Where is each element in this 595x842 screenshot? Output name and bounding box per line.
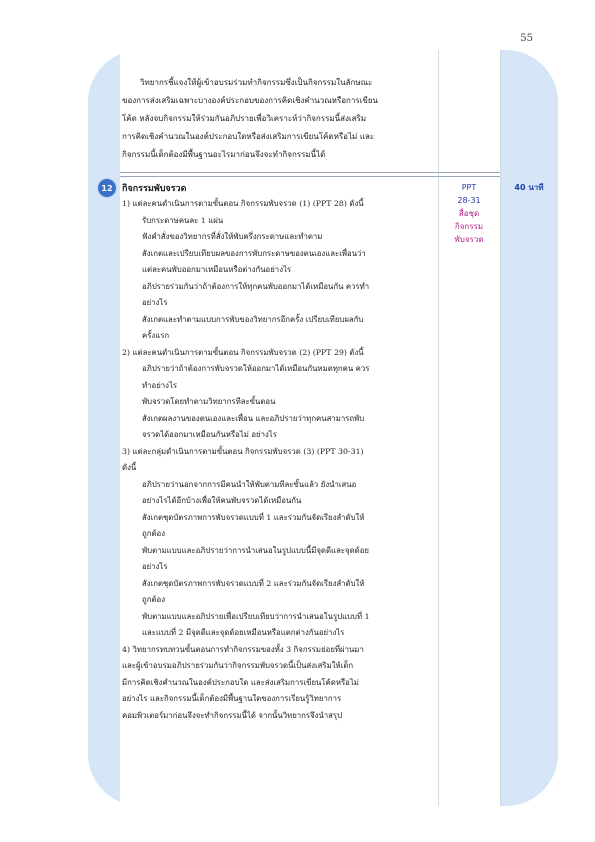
step-line: อภิปรายว่าถ้าต้องการพับจรวดให้ออกมาได้เหมือนกันหมดทุกคน ควร xyxy=(142,364,370,373)
step-line: ฟังคำสั่งของวิทยากรที่สั่งให้พับครึ่งกระดาษและทำตาม xyxy=(142,232,323,241)
step-line: อภิปรายร่วมกันว่าถ้าต้องการให้ทุกคนพับออกมาได้เหมือนกัน ควรทำ xyxy=(142,281,370,291)
step-line: แต่ละคนพับออกมาเหมือนหรือต่างกันอย่างไร xyxy=(142,265,292,274)
section-divider-top xyxy=(120,172,500,173)
step-line: 3) แต่ละกลุ่มดำเนินการตามขั้นตอน กิจกรรมพับจรวด (3) (PPT 30-31) xyxy=(122,446,364,456)
step-line: พับตามแบบและอภิปรายเพื่อเปรียบเทียบว่าการนำเสนอในรูปแบบที่ 1 xyxy=(142,611,370,621)
step-line: สังเกตชุดบัตรภาพการพับจรวดแบบที่ 2 และร่วมกันจัดเรียงลำดับให้ xyxy=(142,578,365,588)
activity-steps xyxy=(118,196,436,724)
step-line: จรวดได้ออกมาเหมือนกันหรือไม่ อย่างไร xyxy=(142,430,277,439)
step-line: พับตามแบบและอภิปรายว่าการนำเสนอในรูปแบบนี้มีจุดดีและจุดด้อย xyxy=(142,545,369,555)
intro-line: วิทยากรชี้แจงให้ผู้เข้าอบรมร่วมทำกิจกรรมซึ่งเป็นกิจกรรมในลักษณะ xyxy=(140,78,373,87)
step-line: สังเกตและทำตามแบบการพับของวิทยากรอีกครั้ง เปรียบเทียบผลกับ xyxy=(142,314,364,324)
step-line: ถูกต้อง xyxy=(142,595,165,604)
media-ppt-range: 28-31 xyxy=(457,196,481,205)
intro-line: โค้ด หลังจบกิจกรรมให้ร่วมกันอภิปรายเพื่อวิเคราะห์ว่ากิจกรรมนี้ส่งเสริม xyxy=(122,114,367,123)
step-line: สังเกตผลงานของตนเองและเพื่อน และอภิปรายว่าทุกคนสามารถพับ xyxy=(142,413,365,423)
step-line: และผู้เข้าอบรมอภิปรายร่วมกันว่ากิจกรรมพับจรวดนี้เป็นส่งเสริมให้เด็ก xyxy=(122,661,354,670)
section-divider-bottom xyxy=(120,176,500,177)
step-line: สังเกตและเปรียบเทียบผลของการพับกระดาษของตนเองและเพื่อนว่า xyxy=(142,248,366,258)
intro-line: ของการส่งเสริมเฉพาะบางองค์ประกอบของการคิดเชิงคำนวณหรือการเขียน xyxy=(122,96,378,105)
activity-number-badge: 12 xyxy=(98,179,116,197)
activity-header xyxy=(98,179,186,197)
step-line: มีการคิดเชิงคำนวณในองค์ประกอบใด และส่งเสริมการเขียนโค้ดหรือไม่ xyxy=(122,677,359,687)
media-column xyxy=(440,181,498,246)
step-line: สังเกตชุดบัตรภาพการพับจรวดแบบที่ 1 และร่วมกันจัดเรียงลำดับให้ xyxy=(142,512,365,522)
step-line: ทำอย่างไร xyxy=(142,380,178,390)
step-line: ถูกต้อง xyxy=(142,529,165,538)
intro-line: การคิดเชิงคำนวณในองค์ประกอบใดหรือส่งเสริมการเขียนโค้ดหรือไม่ และ xyxy=(122,132,375,141)
step-line: อย่างไร xyxy=(142,298,168,307)
step-line: อภิปรายว่านอกจากการมีคนนำให้พับตามทีละขั้นแล้ว ยังนำเสนอ xyxy=(142,479,357,489)
step-line: และแบบที่ 2 มีจุดดีและจุดด้อยเหมือนหรือแตกต่างกันอย่างไร xyxy=(142,628,345,637)
step-line: 1) แต่ละคนดำเนินการตามขั้นตอน กิจกรรมพับจรวด (1) (PPT 28) ดังนี้ xyxy=(122,199,364,208)
step-line: ครั้งแรก xyxy=(142,331,170,340)
intro-line: กิจกรรมนี้เด็กต้องมีพื้นฐานอะไรมาก่อนจึงจะทำกิจกรรมนี้ได้ xyxy=(122,150,326,159)
page-number: 55 xyxy=(520,33,533,44)
step-line: 2) แต่ละคนดำเนินการตามขั้นตอน กิจกรรมพับจรวด (2) (PPT 29) ดังนี้ xyxy=(122,347,364,357)
intro-paragraph xyxy=(122,74,434,164)
step-line: อย่างไร xyxy=(142,562,168,571)
step-line: อย่างไรได้อีกบ้างเพื่อให้คนพับจรวดได้เหมือนกัน xyxy=(142,496,302,505)
step-line: รับกระดาษคนละ 1 แผ่น xyxy=(142,215,224,225)
media-item: พับจรวด xyxy=(454,235,484,244)
activity-title: กิจกรรมพับจรวด xyxy=(122,184,187,194)
media-ppt: PPT xyxy=(461,183,477,192)
media-item: กิจกรรม xyxy=(454,222,484,231)
step-line: อย่างไร และกิจกรรมนี้เด็กต้องมีพื้นฐานใดของการเรียนรู้วิทยาการ xyxy=(122,694,342,703)
step-line: ดังนี้ xyxy=(122,463,137,472)
media-item: สื่อชุด xyxy=(458,209,480,218)
step-line: 4) วิทยากรทบทวนขั้นตอนการทำกิจกรรมของทั้ง 3 กิจกรรมย่อยที่ผ่านมา xyxy=(122,644,364,654)
step-line: พับจรวดโดยทำตามวิทยากรทีละขั้นตอน xyxy=(142,397,276,406)
activity-duration: 40 นาที xyxy=(514,183,544,192)
step-line: คอมพิวเตอร์มาก่อนจึงจะทำกิจกรรมนี้ได้ จากนั้นวิทยากรจึงนำสรุป xyxy=(122,710,343,720)
